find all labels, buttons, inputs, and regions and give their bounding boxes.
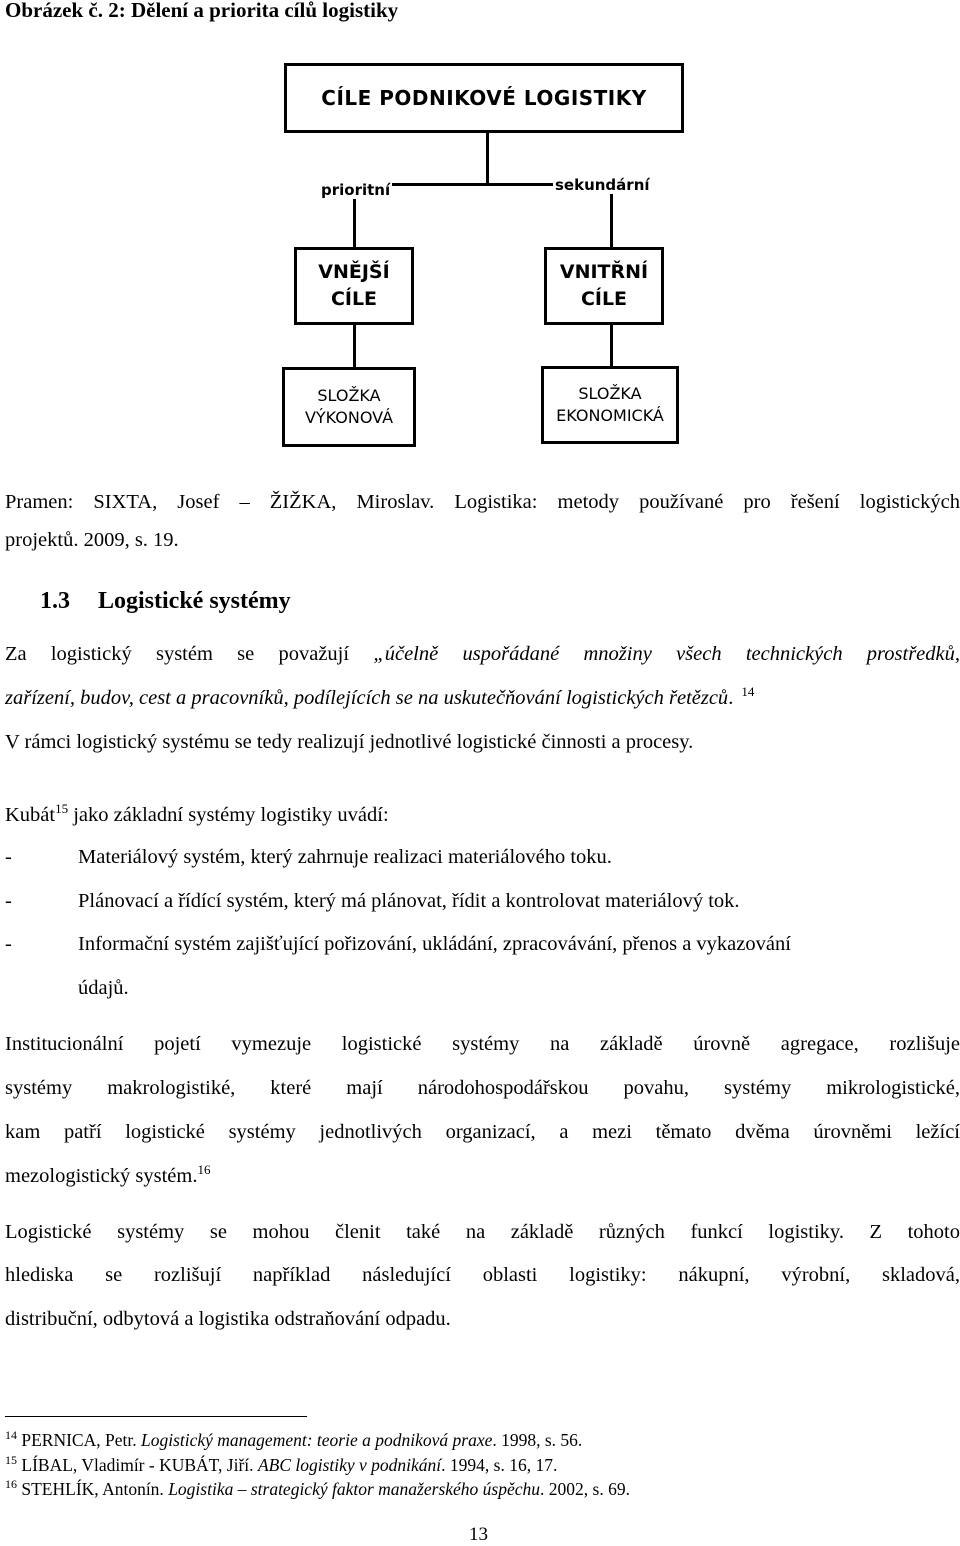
para2-rest: jako základní systémy logistiky uvádí: [68, 804, 389, 826]
source-line-2: projektů. 2009, s. 19. [5, 529, 179, 551]
internal-goals-box [544, 247, 664, 325]
para1-quote-end: . [728, 687, 734, 709]
para4-line3: distribuční, odbytová a logistika odstraňování odpadu. [5, 1308, 451, 1330]
footnote-ref-15[interactable]: 15 [55, 801, 69, 817]
para1-line3: V rámci logistický systému se tedy realizují jednotlivé logistické činnosti a procesy. [5, 731, 694, 753]
label-primary: prioritní [321, 181, 391, 199]
para1-quote-cont: zařízení, budov, cest a pracovníků, podílejících se na uskutečňování logistických řetězců [5, 687, 729, 709]
economic-component-line1: SLOŽKA [578, 383, 642, 403]
economic-component-box [541, 366, 679, 444]
footnote-number: 15 [5, 1453, 17, 1468]
performance-component-box [282, 367, 416, 447]
para3-line1: Institucionální pojetí vymezuje logistické systémy na základě úrovně agregace, rozlišuje [5, 1033, 960, 1055]
external-goals-box [294, 247, 414, 325]
footnote-ref-14[interactable]: 14 [741, 684, 755, 700]
para1-line2 [5, 677, 960, 721]
list-dash: - [5, 890, 12, 912]
section-heading [40, 588, 291, 615]
list-dash: - [5, 933, 12, 955]
external-goals-line2: CÍLE [330, 288, 378, 310]
performance-component-line2: VÝKONOVÁ [304, 408, 394, 427]
label-secondary: sekundární [555, 176, 650, 194]
para4-line2: hlediska se rozlišují například následující oblasti logistiky: nákupní, výrobní, skladová, [5, 1264, 960, 1286]
footnote-details: . 1998, s. 56. [492, 1430, 583, 1450]
economic-component-line2: EKONOMICKÁ [556, 406, 664, 425]
internal-goals-line2: CÍLE [580, 288, 628, 310]
footnote-details: . 2002, s. 69. [540, 1479, 630, 1499]
footnote-title: ABC logistiky v podnikání [257, 1455, 442, 1475]
connector-left-lower [353, 325, 356, 369]
para1-line1 [5, 633, 960, 677]
footnote-details: . 1994, s. 16, 17. [441, 1455, 558, 1475]
performance-component-line1: SLOŽKA [317, 385, 381, 405]
footnote-title: Logistika – strategický faktor manažerského úspěchu [168, 1479, 541, 1499]
section-title: Logistické systémy [98, 588, 291, 614]
list-item-text: Plánovací a řídící systém, který má plánovat, řídit a kontrolovat materiálový tok. [78, 890, 740, 912]
para2-lead: Kubát [5, 804, 56, 826]
top-goal-box: CÍLE PODNIKOVÉ LOGISTIKY [284, 63, 684, 133]
section-number: 1.3 [40, 588, 70, 614]
para2 [5, 794, 960, 838]
footnote-divider [5, 1416, 307, 1417]
footnote [5, 1430, 582, 1451]
para3-text: mezologistický systém. [5, 1165, 198, 1187]
footnote-author: PERNICA, Petr. [17, 1430, 141, 1450]
list-dash: - [5, 846, 12, 868]
para4-line1: Logistické systémy se mohou členit také na základě různých funkcí logistiky. Z tohoto [5, 1221, 960, 1243]
para1-quote: „účelně uspořádané množiny všech technických prostředků, [373, 643, 960, 665]
figure-caption: Obrázek č. 2: Dělení a priorita cílů logistiky [5, 0, 399, 22]
connector-right-lower [610, 325, 613, 369]
list-item-text: údajů. [78, 977, 129, 999]
footnote-number: 16 [5, 1477, 17, 1492]
list-item-text: Materiálový systém, který zahrnuje realizaci materiálového toku. [78, 846, 612, 868]
footnote-author: STEHLÍK, Antonín. [17, 1479, 169, 1499]
footnote-number: 14 [5, 1428, 17, 1443]
footnote [5, 1455, 557, 1476]
footnote [5, 1479, 630, 1500]
footnote-title: Logistický management: teorie a podniková praxe [140, 1430, 493, 1450]
footnote-ref-16[interactable]: 16 [197, 1162, 211, 1178]
source-line-1: Pramen: SIXTA, Josef – ŽIŽKA, Miroslav. Logistika: metody používané pro řešení logistických [5, 491, 960, 513]
page-number: 13 [469, 1524, 488, 1545]
connector-top-vertical [486, 133, 489, 185]
list-item-text: Informační systém zajišťující pořizování, ukládání, zpracovávání, přenos a vykazování [78, 933, 791, 955]
para1-text: Za logistický systém se považují [5, 643, 374, 665]
footnote-author: LÍBAL, Vladimír - KUBÁT, Jiří. [17, 1455, 258, 1475]
para3-line3: kam patří logistické systémy jednotlivých organizací, a mezi těmato dvěma úrovněmi ležící [5, 1121, 960, 1143]
external-goals-line1: VNĚJŠÍ [318, 261, 390, 284]
internal-goals-line1: VNITŘNÍ [559, 261, 649, 284]
para3-line4 [5, 1155, 960, 1199]
para3-line2: systémy makrologistiké, které mají národohospodářskou povahu, systémy mikrologistické, [5, 1077, 960, 1099]
